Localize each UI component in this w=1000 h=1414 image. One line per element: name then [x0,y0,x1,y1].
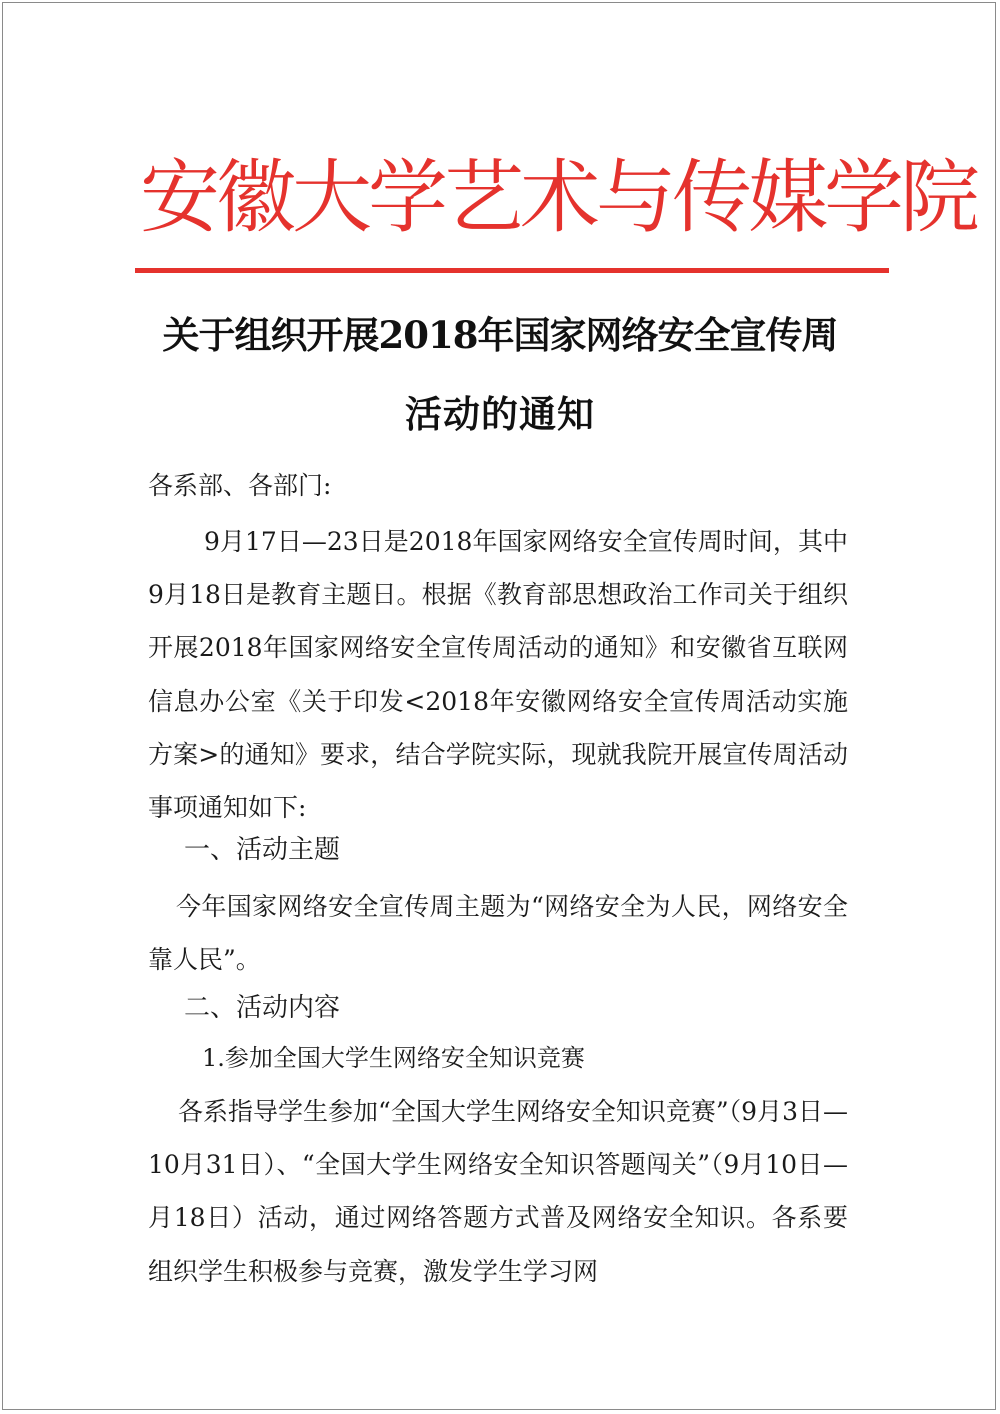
subsection-heading-competition: 1.参加全国大学生网络安全知识竞赛 [202,1044,585,1072]
section-heading-theme: 一、活动主题 [184,835,341,865]
section-heading-content: 二、活动内容 [184,993,341,1023]
competition-paragraph: 各系指导学生参加“全国大学生网络安全知识竞赛”（9月3日—10月31日）、“全国大学生网络安全知识答题闯关”（9月10日—月18日）活动，通过网络答题方式普及网络安全知识。各系要组织学生积极参与竞赛，激发学生学习网 [148,1097,848,1286]
intro-paragraph: 9月17日—23日是2018年国家网络安全宣传周时间，其中9月18日是教育主题日。根据《教育部思想政治工作司关于组织开展2018年国家网络安全宣传周活动的通知》和安徽省互联网信息办公室《关于印发<2018年安徽网络安全宣传周活动实施方案>的通知》要求，结合学院实际，现就我院开展宣传周活动事项通知如下: [148,527,848,823]
document-title-line-2: 活动的通知 [405,392,595,436]
document-title-line-1: 关于组织开展2018年国家网络安全宣传周 [162,313,838,357]
letterhead-title: 安徽大学艺术与传媒学院 [140,151,976,244]
salutation: 各系部、各部门: [148,471,332,500]
theme-paragraph: 今年国家网络安全宣传周主题为“网络安全为人民，网络安全靠人民”。 [148,892,848,975]
letterhead-red-rule [135,268,889,273]
